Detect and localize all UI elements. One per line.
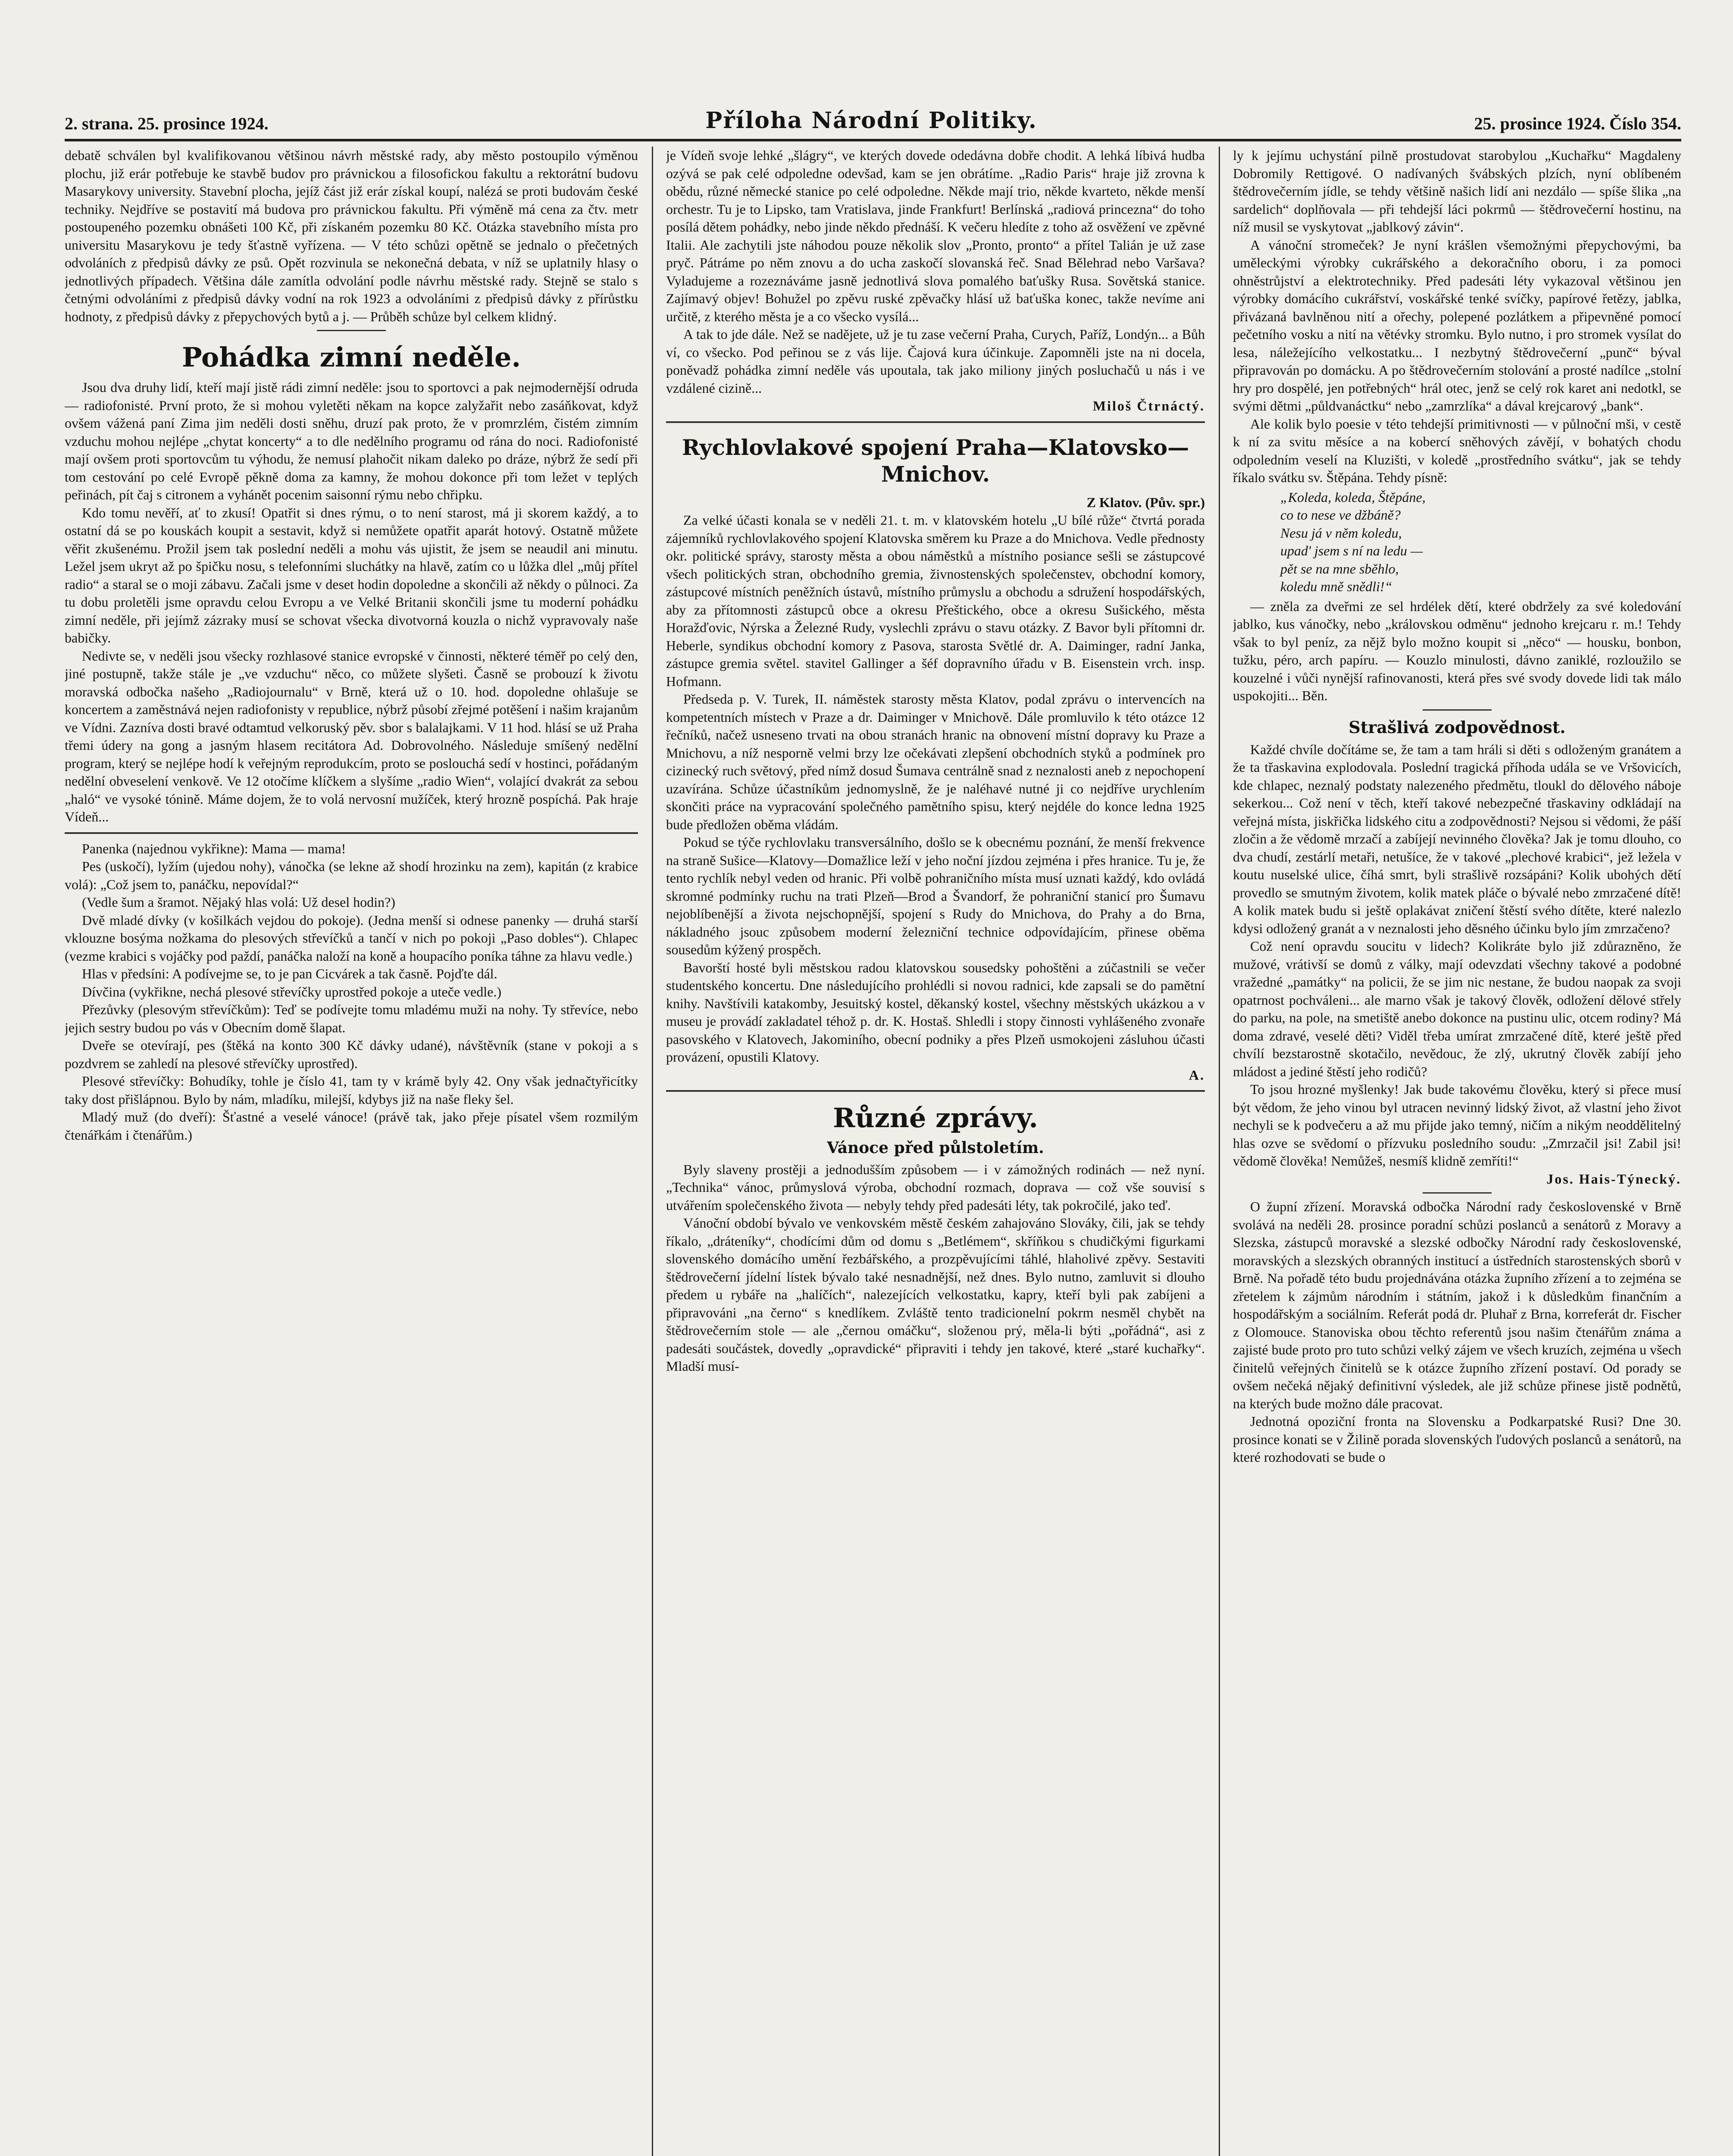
article-title-pohadka: Pohádka zimní neděle. xyxy=(181,342,521,373)
divider xyxy=(317,330,386,331)
article-paragraph: Což není opravdu soucitu v lidech? Kolikráte bylo již zdůrazněno, že mužové, vrátivší se domů z války, mají odevzdati všechny takové a podobné vražedné „památky“ na policii, že se jim nic nestane, že budou naopak za svoji opatrnost pochváleni... ale marno však je takový člověk, odložení dělové střely do parku, na pole, na smetiště anebo dokonce na pustinu ulic, otcem rodiny? Má doma zdravé, veselé děti? Viděl třeba umírat zmrzačené dítě, které ještě před chvílí bezstarostně skotačilo, nevědouc, že zlý, ukrutný člověk zabíjí jeho mládost a jediné štěstí jeho rodičů? xyxy=(1233,938,1681,1079)
article-paragraph: To jsou hrozné myšlenky! Jak bude takovému člověku, který si přece musí být vědom, že jeho vinou byl utracen nevinný lidský život, až vlastní jeho život nechyli se k podvečeru a až mu přijde jako temný, ničím a nikým neoddělitelný hlas ozve se svědomí o přízvuku posledního soudu: „Zmrzačil jsi! Zabil jsi! vědomě člověka! Nemůžeš, nesmíš klidně zemříti!“ xyxy=(1233,1081,1681,1169)
author-signature: Jos. Hais-Týnecký. xyxy=(1546,1171,1681,1187)
section-subtitle: Vánoce před půlstoletím. xyxy=(827,1139,1044,1157)
section-title-ruzne-zpravy: Různé zprávy. xyxy=(833,1102,1038,1134)
article-paragraph: A vánoční stromeček? Je nyní krášlen všemožnými přepychovými, ba uměleckými výrobky cukrářského a dekoračního oboru, i za pomoci ohněstrůjství a elektrotechniky. Před padesáti léty vykazoval většinou jen výrobky domácího cukrářství, voskářské tenké svíčky, papírové řetězy, jablka, přivázaná bavlněnou nití a ořechy, polepené pozlátkem a připevněné pomocí pečetního vosku a nití na větévky stromku. Bylo nutno, i pro stromek vysílat do lesa, náležejícího velkostatku... I nezbytný štědrovečerní „punč“ býval připravován po domácku. A po štědrovečerním stolování a prosté nadílce „stolní hry pro dospělé, jen potřebných“ hrál otec, jenž se celý rok karet ani nedotkl, se svými dětmi „půldvanáctku“ nebo „zamrzlíka“ a dával krejcarový „bank“. xyxy=(1233,237,1681,414)
koleda-poem xyxy=(1280,489,1681,596)
article-paragraph: Za velké účasti konala se v neděli 21. t. m. v klatovském hotelu „U bílé růže“ čtvrtá porada zájemníků rychlovlakového spojení Klatovska směrem ku Praze a do Mnichova. Vedle přednosty okr. politické správy, starosty města a obou náměstků a místního posiance sešli se zástupcové všech politických stran, obchodního gremia, živnostenských společenstev, obchodní komory, zástupcové místních peněžních ústavů, místního průmyslu a obchodu a sdružení hospodářských, aby za přítomnosti zástupců obce a okresu Přeštického, obce a okresu Sušického, města Horažďovic, Nýrska a Železné Rudy, vyslechli zprávu o stavu otázky. Z Bavor byli přítomni dr. Heberle, syndikus obchodní komory z Pasova, starosta Světlé dr. A. Daiminger, radní Janka, zástupce gremia světel. stavitel Gallinger a šéf dopravního úřadu v B. Eisenstein vrch. insp. Hofmann. xyxy=(666,512,1205,689)
news-note: O župní zřízení. Moravská odbočka Národní rady československé v Brně svolává na neděli 28. prosince poradní schůzi poslanců a senátorů z Moravy a Slezska, zástupců moravské a slezské odbočky Národní rady československé, moravských a slezských obranných institucí a ústředních starostenských sborů v Brně. Na pořadě této budu projednávána otázka župního zřízení a to zejména se zřetelem k zájmům národním i státním, jakož i k důsledkům finančním a hospodářským a sociálním. Referát podá dr. Pluhař z Brna, korreferát dr. Fischer z Olomouce. Stanoviska obou těchto referentů jsou našim čtenářům známa a zajisté bude proto pro tuto schůzi velký zájem ve všech kruzích, zejména u všech činitelů veřejných činitelů se k otázce župního zřízení postaví. Od porady se ovšem nečeká nějaký definitivní výsledek, ale již schůze přinese jistě podnětů, na kterých bude možno dále pracovat. xyxy=(1233,1199,1681,1411)
article-paragraph: Nedivte se, v neděli jsou všecky rozhlasové stanice evropské v činnosti, některé téměř po celý den, jiné postupně, takže stále je „ve vzduchu“ něco, co můžete slyšeti. Časně se probouzí k životu moravská odbočka našeho „Radiojournalu“ v Brně, která už o 10. hod. dopoledne ohlašuje se koncertem a zaměstnává nejen radiofonisty v republice, nýbrž působí zřejmé potěšení i našim krajanům ve Vídni. Zazníva dosti bravé odtamtud velkoruský pěv. sbor s balalajkami. V 11 hod. hlásí se už Praha třemi údery na gong a jasným hlasem recitátora Ad. Dobrovolného. Následuje smíšený nedělní program, který se nejlépe hodí k veřejným reprodukcím, proto se poslouchá sedí v hostinci, pořádaným nedělní obveselení venkově. Ve 12 otočíme klíčkem a slyšíme „radio Wien“, volající dvakrát za sebou „haló“ ve vysoké tónině. Máme dojem, že to volá nervosní mužíček, který hrozně pospíchá. Pak hraje Vídeň... xyxy=(65,648,638,824)
column-2 xyxy=(666,147,1205,2156)
play-paragraph: Panenka (najednou vykřikne): Mama — mama! xyxy=(82,840,346,856)
author-signature: Miloš Čtrnáctý. xyxy=(1092,398,1205,414)
article-paragraph: Kdo tomu nevěří, ať to zkusí! Opatřit si dnes rýmu, o to není starost, má ji skorem každý, a to ostatní dá se po kouskách koupit a sestavit, když si nemůžete opatřit aparát hotový. Ostatně můžete věřit zkušenému. Prožil jsem tak poslední neděli a mohu vás ujistit, že jsem se neaudil ani minutu. Ležel jsem ukryt až po špičku nosu, s telefonními sluchátky na hlavě, zatím co u lůžka dlel „můj přítel radio“ a staral se o moji zábavu. Začali jsme v deset hodin dopoledne a skončili až někdy o půlnoci. Za tu dobu proletěli jsme opravdu celou Evropu a ve Velké Britanii skončili jsme tu moderní pohádku zimní neděle, při jejímž zázraky musí se schovat všecka divotvorná kouzla o nichž vypravovaly naše babičky. xyxy=(65,505,638,646)
article-paragraph: Každé chvíle dočítáme se, že tam a tam hráli si děti s odloženým granátem a že ta třaskavina explodovala. Poslední tragická příhoda udála se ve Vršovicích, kde chlapec, neznalý podstaty nalezeného předmětu, tloukl do dělového náboje sekerkou... Což není v těch, kteří takové nebezpečné třaskaviny odkládají na veřejná místa, jiskřička lidského citu a zodpovědnosti? Nejsou si vědomi, že páší zločin a že vědomě mrzačí a zabíjejí nevinného člověka? Jak je tomu dlouho, co dva chudí, zestárlí metaři, netušíce, že v takové „plechové krabici“, jež ležela v koutu nuselské ulice, číhá smrt, byli strašlivě rozsápáni? Kolik ubohých dětí provedlo se smutným životem, kolik matek pláče o bývalé nebo zmrzačené dítě! A kolik matek budu si ještě oplakávat zničení štěstí svého dítěte, které nalezlo kdysi odložený granát a v neznalosti jeho děsného účinku bylo jím zmrzačeno? xyxy=(1233,741,1681,936)
poem-line: koledu mně snědli!“ xyxy=(1280,579,1392,594)
divider xyxy=(1423,709,1492,711)
article-dateline: Z Klatov. (Pův. spr.) xyxy=(1086,494,1205,510)
col1-top-text: debatě schválen byl kvalifikovanou většinou návrh městské rady, aby město postoupilo výměnou plochu, již erár potřebuje ke stavbě budov pro právnickou a filosofickou fakultu a rektorátní budovu Masarykovy university. Stavební plocha, jejíž část již erár získal koupí, nalézá se proti budovám české techniky. Nejdříve se postavití má budova pro právnickou fakultu. Při výměně má cena za čtv. metr postoupeného pozemku obnášeti 100 Kč, při získaném pozemku 80 Kč. Otázka stavebního místa pro universitu Masarykovu je tedy šťastně vyřízena. — V této schůzi opětně se jednalo o přečetných odvoláních z předpisů dávky ze psů. Opět rozvinula se nekonečná debata, v níž se uplatnily hlasy o jednotlivých případech. Většina dále zamítla odvolání podle návrhu městské rady. Stejně se stalo s četnými odvoláními z předpisů dávky vodní na rok 1923 a odvoláními z předpisů dávky z přírůstku hodnoty, z předpisů dávky z přepychových bytů a j. — Průběh schůze byl celkem klidný. xyxy=(65,147,638,324)
play-paragraph: Pes (uskočí), lyžím (ujedou nohy), vánočka (se lekne až shodí hrozinku na zem), kapitán (z krabice volá): „Což jsem to, panáčku, nepovídal?“ xyxy=(65,859,638,892)
article-paragraph: Ale kolik bylo poesie v této tehdejší primitivnosti — v půlnoční mši, v cestě k ní za svitu měsíce a na kobercí sněhových závějí, v bohatých chodu odpoledním veselí na Kluzišti, v koledě „prostředního svátku“, jak se tehdy říkalo svátku sv. Štěpána. Tehdy písně: xyxy=(1233,416,1681,485)
column-rule-1 xyxy=(652,147,653,2156)
article-paragraph: — zněla za dveřmi ze sel hrdélek dětí, které obdržely za své koledování jablko, kus vánočky, nebo „královskou odměnu“ jednoho krejcaru r. m.! Tehdy však to byl peníz, za nějž bylo možno koupit si „něco“ — housku, bonbon, tužku, péro, arch papíru. — Kouzlo minulosti, dávno zaniklé, rozloužilo se kouzelné i vůči nynější rafinovanosti, která přes své svody dovede lidi tak málo uspokojiti... Běn. xyxy=(1233,598,1681,703)
poem-line: „Koleda, koleda, Štěpáne, xyxy=(1280,489,1426,505)
divider xyxy=(65,832,638,834)
divider xyxy=(1423,1192,1492,1194)
poem-line: pět se na mne sběhlo, xyxy=(1280,561,1399,577)
poem-line: upad' jsem s ní na ledu — xyxy=(1280,543,1423,558)
newspaper-page xyxy=(65,99,1681,2156)
article-paragraph: Byly slaveny prostěji a jednodušším způsobem — i v zámožných rodinách — než nyní. „Technika“ vánoc, průmyslová výroba, obchodní rozmach, doprava — což vše souvisí s utvářením společenského života — nebyly tehdy před padesáti léty, tak pokročilé, jako teď. xyxy=(666,1161,1205,1213)
play-paragraph: Plesové střevíčky: Bohudíky, tohle je číslo 41, tam ty v krámě byly 42. Ony však jednačtyřicítky taky dost přišlápnou. Bylo by nám, mladíku, milejší, kdybys již na naše fleky šel. xyxy=(65,1073,638,1107)
article-paragraph: A tak to jde dále. Než se nadějete, už je tu zase večerní Praha, Curych, Paříž, Londýn... a Bůh ví, co všecko. Pod peřinou se z vás lije. Čajová kura účinkuje. Zapomněli jste na ni docela, poněvadž pohádka zimní neděle vás upoutala, tak jako miliony jiných posluchačů u nás i ve vzdálené cizině... xyxy=(666,326,1205,396)
page-header xyxy=(65,99,1681,134)
article-paragraph: Jsou dva druhy lidí, kteří mají jistě rádi zimní neděle: jsou to sportovci a pak nejmodernější odruda — radiofonisté. První proto, že si mohou vyletěti někam na kopce zalyžařit nebo zasáňkovat, když ovšem vážená paní Zima jim neděli dosti sněhu, druzí pak proto, že v promrzlém, čistém zimním vzduchu mohou nejlépe „chytat koncerty“ a to dle nedělního programu od rána do noci. Radiofonisté mají ovšem proti sportovcům tu výhodu, že nemusí plahočit nikam daleko po dráze, nýbrž že sedí při tom cestování po celé Evropě pěkně doma za kamny, že mohou dokonce při tom ležet v teplých peřinách, pít čaj s citronem a vyhánět pocenim saisonní rýmu nebo chřipku. xyxy=(65,379,638,502)
divider xyxy=(666,1090,1205,1092)
article-paragraph: Bavorští hosté byli městskou radou klatovskou sousedsky pohoštěni a zúčastnili se večer studentského koncertu. Dne následujícího prohlédli si novou radnici, kde zapsali se do pamětní knihy. Navštívili katakomby, Jesuitský kostel, děkanský kostel, všechny městských ukázkou a v museu je provádí zakladatel téhož p. dr. K. Hostaš. Shledli i stopy činnosti vyhlášeného zvonaře pasovského v Klatovech, Jakominího, obecní podniky a přes Plzeň usmokojeni zásluhou účasti provázení, opustili Klatovy. xyxy=(666,959,1205,1065)
column-3 xyxy=(1233,147,1681,2156)
header-right: 25. prosince 1924. Číslo 354. xyxy=(1474,114,1681,133)
play-paragraph: Mladý muž (do dveří): Šťastné a veselé vánoce! (právě tak, jako přeje písatel všem rozmilým čtenářkám i čtenářům.) xyxy=(65,1109,638,1143)
play-paragraph: Dvě mladé dívky (v košilkách vejdou do pokoje). (Jedna menší si odnese panenky — druhá starší vklouzne bosýma nožkama do plesových střevíčků a tančí v nich po pokoji „Paso dobles“). Chlapec (vezme krabici s vojáčky pod paždí, panáčka naloží na koně a houpacího poníka táhne za hlavu vedle.) xyxy=(65,912,638,964)
article-paragraph: Vánoční období bývalo ve venkovském městě českém zahajováno Slováky, čili, jak se tehdy říkalo, „dráteníky“, chodícími dům od domu s „Betlémem“, skříňkou s chudičkými figurkami slovenského domácího umění řezbářského, a prozpěvujícími táhlé, hlaholivé zpěvy. Sestaviti štědrovečerní jídelní lístek bývalo také nesnadnější, než dnes. Bylo nutno, zamluvit si dlouho předem u rybáře na „halíčích“, nalezejících velkostatku, kapry, kteří byli pak zabíjeni a připravováni „na černo“ s knedlíkem. Zvláště tento tradicionelní pokrm nesměl chybět na štědrovečerním stole — ale „černou omáčku“, složenou prý, měla-li býti „pořádná“, asi z padesáti součástek, dovedly „opravdické“ připraviti i tehdy jen takové, které „staré kuchařky“. Mladší musí- xyxy=(666,1215,1205,1374)
poem-line: co to nese ve džbáně? xyxy=(1280,507,1401,523)
article-paragraph: Předseda p. V. Turek, II. náměstek starosty města Klatov, podal zprávu o intervencích na kompetentních místech v Praze a dr. Daiminger v Mnichově. Dále promluvilo k této otázce 12 řečníků, načež usneseno trvati na obou stranách hranic na obnovení místní dopravy ku Praze a Mnichovu, a níž nesporně velmi brzy lze očekávati zlepšení obchodních styků a podmínek pro cizinecký ruch světový, před nímž dosud Šumava centrálně snad z neznalosti aneb z nepochopení uzavírána. Schůze účastníkům jednomyslně, že je naléhavé nutné ji co nejdříve urychlením skončiti práce na vypracování společného pamětního spisu, který nejdéle do konce ledna 1925 bude předložen oběma vládám. xyxy=(666,691,1205,832)
col3-top-text: ly k jejímu uchystání pilně prostudovat starobylou „Kuchařku“ Magdaleny Dobromily Rettigové. O nadívaných švábských plzích, nyní oblíbeném štědrovečerním jídle, se tehdy většině našich lidí ani nezdálo — spíše šlika „na sardelich“ doplňovala — při tehdejší láci pokrmů — štědrovečerní hostinu, na níž musil se vyskytovat „jablkový závin“. xyxy=(1233,147,1681,235)
play-paragraph: Dveře se otevírají, pes (štěká na konto 300 Kč dávky udané), návštěvník (stane v pokoji a s pozdvrem se zahledí na plesové střevíčky uprostřed). xyxy=(65,1037,638,1071)
play-paragraph: (Vedle šum a šramot. Nějaký hlas volá: Už desel hodin?) xyxy=(82,894,395,910)
column-1 xyxy=(65,147,638,2156)
article-title-zodpovednost: Strašlivá zodpovědnost. xyxy=(1348,717,1566,737)
header-rule xyxy=(65,139,1681,141)
play-paragraph: Přezůvky (plesovým střevíčkům): Teď se podívejte tomu mladému muži na nohy. Ty střevíce, nebo jejich sestry budou po vás v Obecním domě šlapat. xyxy=(65,1002,638,1035)
header-title: Příloha Národní Politiky. xyxy=(705,107,1037,134)
divider xyxy=(666,421,1205,423)
news-note: Jednotná opoziční fronta na Slovensku a Podkarpatské Rusi? Dne 30. prosince konati se v Žilině porada slovenských ľudových poslanců a senátorů, na které rozhodovati se bude o xyxy=(1233,1413,1681,1465)
col2-top-text: je Vídeň svoje lehké „šlágry“, ve kterých dovede odedávna dobře chodit. A lehká líbivá hudba ozývá se pak celé odpoledne odevšad, kam se jen obrátíme. „Radio Paris“ hraje již zrovna k obědu, různé německé stanice po celé odpoledne. Někde mají trio, někde kvarteto, někde menší orchestr. Tu je to Lipsko, tam Vratislava, jinde Frankfurt! Berlínská „radiová princezna“ do toho posílá dětem pohádky, nebo jinde někdo přednáší. K večeru hledíte z toho až osvěžení ve zpěvné Italii. Ale zachytili jste náhodou pouze několik slov „Pronto, pronto“ a přítel Talián je už zase pryč. Pátráme po něm znovu a do ucha zaskočí slovanská řeč. Snad Bělehrad nebo Varšava? Vyladujeme a rozeznáváme jasně jednotlivá slova pomalého baťušky Rusa. Sovětská stanice. Zajímavý objev! Bohužel po zpěvu ruské zpěvačky hlásí už baťuška konec, takže nevíme ani určitě, z kterého města je a co všecko vysílá... xyxy=(666,147,1205,324)
header-left: 2. strana. 25. prosince 1924. xyxy=(65,114,269,133)
article-paragraph: Pokud se týče rychlovlaku transversálního, došlo se k obecnému poznání, že menší frekvence na straně Sušice—Klatovy—Domažlice leží v jeho noční jízdou zejména i přes hranice. Tu je, že tento rychlík nebyl veden od hranic. Při volbě pohraničního místa musí uznati každý, kdo ovládá skromné podmínky ruchu na trati Plzeň—Brod a Švandorf, že pohraniční stanicí pro Šumavu nejoblíbenější a života nejschopnější, spojení s Rudy do Mnichova, do Prahy a do Brna, nákladného jsouc způsobem moderní železniční technice odpovídajícím, přinese oběma sousedům kýžený prospěch. xyxy=(666,834,1205,957)
poem-line: Nesu já v něm koledu, xyxy=(1280,525,1402,541)
article-title-rychlovlak: Rychlovlakové spojení Praha—Klatovsko—Mnichov. xyxy=(682,434,1189,487)
column-rule-2 xyxy=(1219,147,1220,2156)
author-signature: A. xyxy=(1189,1067,1205,1083)
play-paragraph: Dívčina (vykřikne, nechá plesové střevíčky uprostřed pokoje a uteče vedle.) xyxy=(82,984,501,1000)
play-paragraph: Hlas v předsíni: A podívejme se, to je pan Cicvárek a tak časně. Pojďte dál. xyxy=(82,966,497,981)
